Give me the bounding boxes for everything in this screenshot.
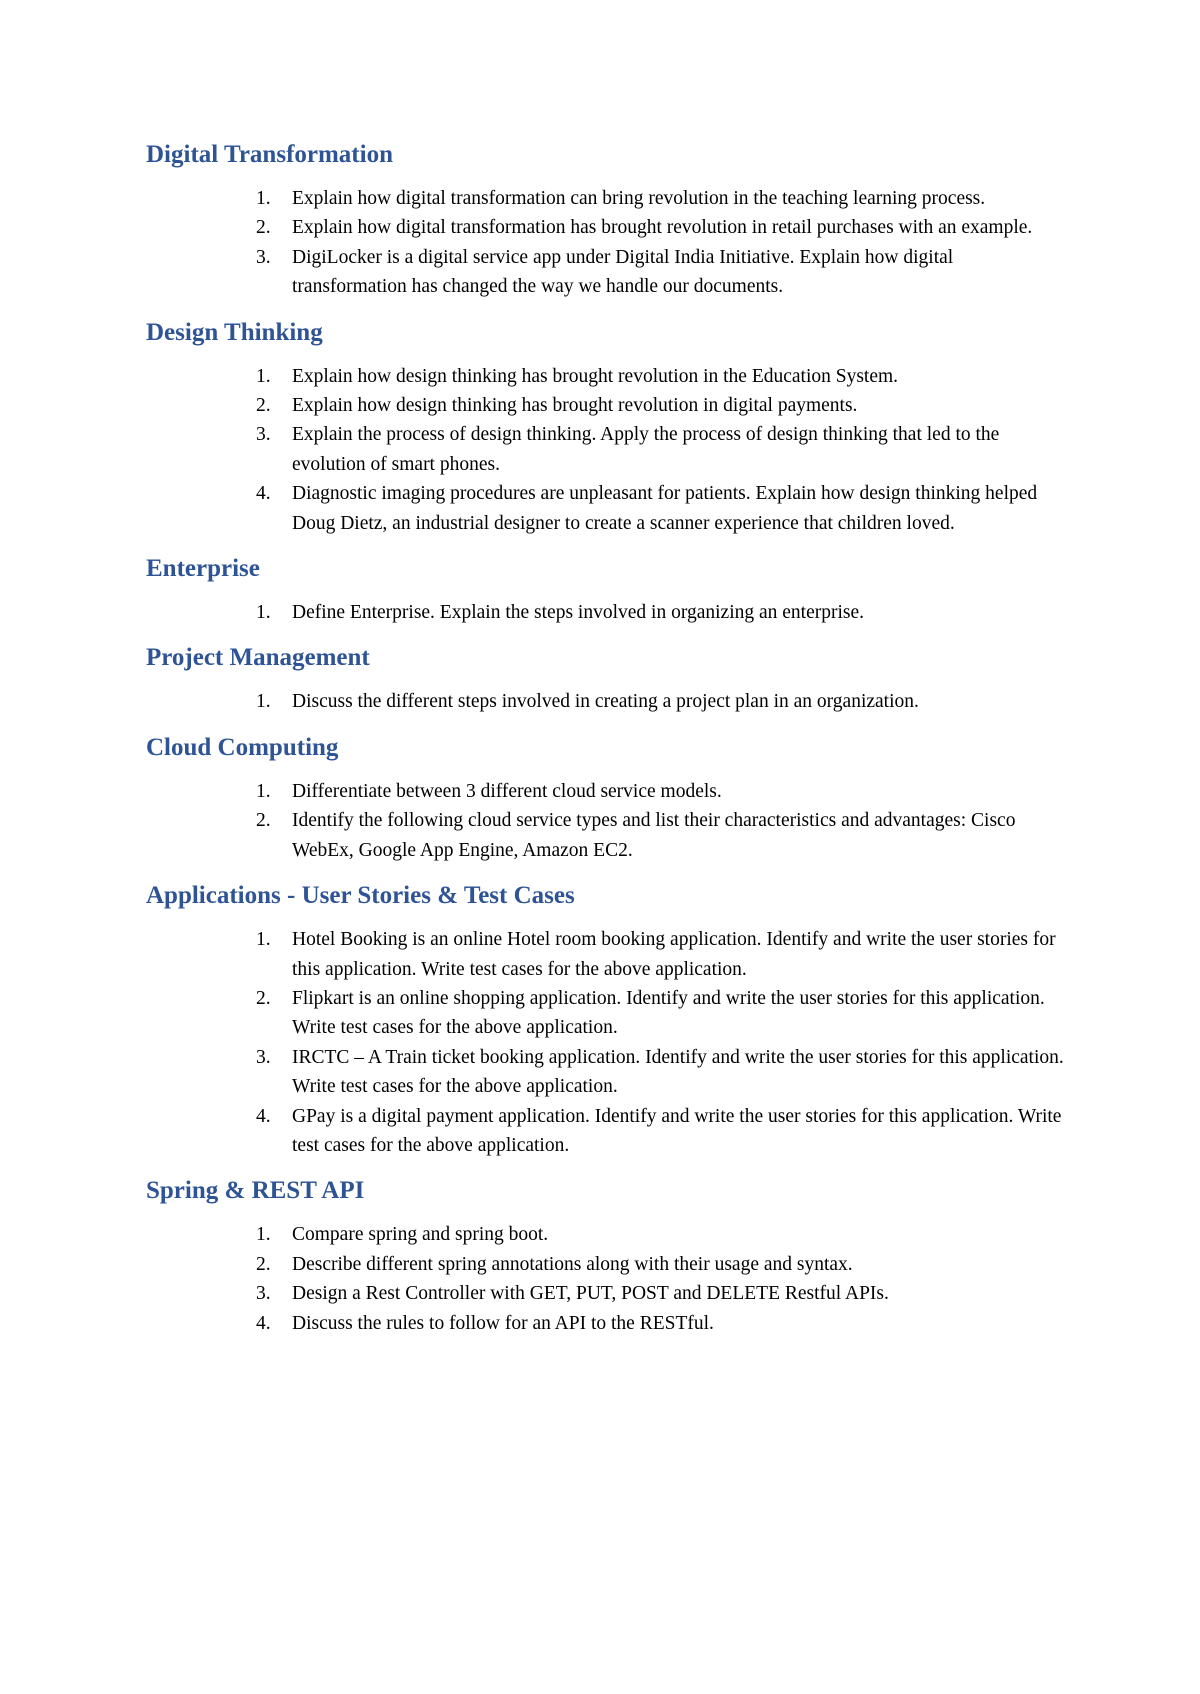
question-number: 1. xyxy=(256,929,271,951)
question-item xyxy=(146,806,1072,865)
question-item xyxy=(146,1250,1072,1279)
question-text: Explain how digital transformation can bring revolution in the teaching learning process. xyxy=(292,188,986,209)
section-heading: Applications - User Stories & Test Cases xyxy=(146,882,575,910)
question-text: Identify the following cloud service types and list their characteristics and advantages: Cisco WebEx, Google App Engine, Amazon EC2. xyxy=(292,810,1016,861)
question-item xyxy=(146,391,1072,420)
question-text: Explain how design thinking has brought revolution in the Education System. xyxy=(292,365,899,387)
section-heading: Digital Transformation xyxy=(146,141,393,168)
question-text: IRCTC – A Train ticket booking application. Identify and write the user stories for this application. Write test cases for the above application. xyxy=(292,1046,1064,1098)
question-item xyxy=(146,1220,1072,1249)
question-item xyxy=(146,243,1072,302)
question-text: Explain the process of design thinking. Apply the process of design thinking that led to the evolution of smart phones. xyxy=(292,424,1000,475)
question-text: Differentiate between 3 different cloud service models. xyxy=(292,780,722,802)
question-text: Discuss the rules to follow for an API to the RESTful. xyxy=(292,1312,714,1334)
question-text: Define Enterprise. Explain the steps involved in organizing an enterprise. xyxy=(292,602,865,624)
question-number: 4. xyxy=(256,483,271,505)
question-number: 2. xyxy=(256,395,271,417)
question-item xyxy=(146,925,1072,984)
question-list xyxy=(146,598,1080,627)
question-item xyxy=(146,184,1072,213)
section-heading: Enterprise xyxy=(146,555,260,583)
section-heading: Spring & REST API xyxy=(146,1177,365,1205)
section-applications-user-stories-test-cases xyxy=(146,881,1080,1160)
sections-container xyxy=(146,140,1080,1338)
question-text: DigiLocker is a digital service app under Digital India Initiative. Explain how digital transformation has changed the way we handle our documents. xyxy=(292,246,954,298)
question-number: 1. xyxy=(256,188,271,209)
section-cloud-computing xyxy=(146,733,1080,865)
question-item xyxy=(146,213,1072,242)
question-number: 2. xyxy=(256,217,271,239)
section-heading: Design Thinking xyxy=(146,318,323,346)
section-spring-rest-api xyxy=(146,1176,1080,1338)
question-number: 1. xyxy=(256,602,271,624)
question-number: 2. xyxy=(256,810,271,832)
question-item xyxy=(146,1279,1072,1308)
question-item xyxy=(146,1043,1072,1102)
question-number: 2. xyxy=(256,987,271,1009)
question-number: 1. xyxy=(256,365,271,387)
question-text: Describe different spring annotations along with their usage and syntax. xyxy=(292,1253,853,1275)
section-design-thinking xyxy=(146,318,1080,538)
question-text: Diagnostic imaging procedures are unpleasant for patients. Explain how design thinking helped Doug Dietz, an industrial designer to create a scanner experience that children loved. xyxy=(292,483,1038,534)
question-number: 4. xyxy=(256,1312,271,1334)
question-number: 4. xyxy=(256,1105,271,1127)
question-text: Discuss the different steps involved in creating a project plan in an organization. xyxy=(292,691,919,713)
question-text: Explain how digital transformation has brought revolution in retail purchases with an example. xyxy=(292,217,1033,239)
question-list xyxy=(146,1220,1080,1338)
question-number: 1. xyxy=(256,780,271,802)
question-item xyxy=(146,420,1072,479)
question-number: 3. xyxy=(256,246,271,268)
section-heading: Cloud Computing xyxy=(146,733,339,761)
question-item xyxy=(146,598,1072,627)
question-item xyxy=(146,1309,1072,1338)
question-text: Hotel Booking is an online Hotel room booking application. Identify and write the user stories for this application. Write test cases for the above application. xyxy=(292,929,1056,980)
question-item xyxy=(146,687,1072,716)
section-enterprise xyxy=(146,554,1080,627)
question-list xyxy=(146,777,1080,865)
question-item xyxy=(146,984,1072,1043)
question-number: 3. xyxy=(256,424,271,446)
question-item xyxy=(146,1102,1072,1161)
question-number: 1. xyxy=(256,691,271,713)
question-text: Compare spring and spring boot. xyxy=(292,1224,549,1246)
question-list xyxy=(146,925,1080,1160)
section-digital-transformation xyxy=(146,140,1080,302)
question-number: 1. xyxy=(256,1224,271,1246)
question-text: Flipkart is an online shopping application. Identify and write the user stories for this application. Write test cases for the above application. xyxy=(292,987,1045,1039)
question-item xyxy=(146,362,1072,391)
question-list xyxy=(146,687,1080,716)
question-item xyxy=(146,777,1072,806)
question-item xyxy=(146,479,1072,538)
question-text: Design a Rest Controller with GET, PUT, POST and DELETE Restful APIs. xyxy=(292,1283,889,1305)
question-number: 3. xyxy=(256,1046,271,1068)
question-text: GPay is a digital payment application. Identify and write the user stories for this application. Write test cases for the above application. xyxy=(292,1105,1062,1156)
question-text: Explain how design thinking has brought revolution in digital payments. xyxy=(292,395,858,417)
section-project-management xyxy=(146,643,1080,716)
question-number: 2. xyxy=(256,1253,271,1275)
section-heading: Project Management xyxy=(146,644,370,672)
question-list xyxy=(146,184,1080,302)
question-list xyxy=(146,362,1080,538)
question-number: 3. xyxy=(256,1283,271,1305)
